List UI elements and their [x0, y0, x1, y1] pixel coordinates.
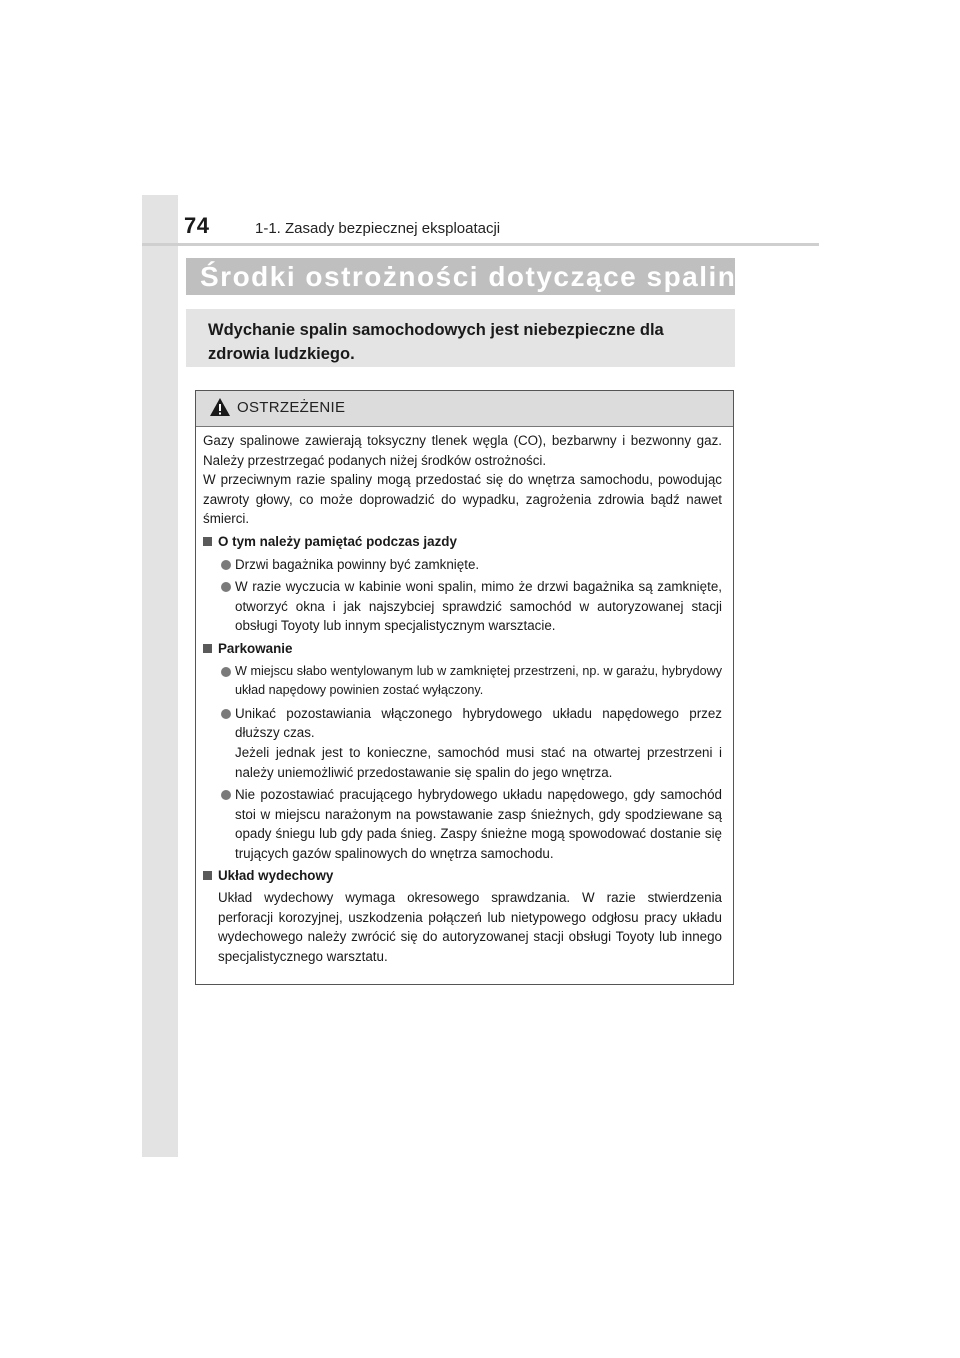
list-item — [203, 662, 722, 701]
list-item-continuation: Jeżeli jednak jest to konieczne, samochód musi stać na otwartej przestrzeni i należy uniemożliwić przedostawanie się spalin do jego wnętrza. — [235, 744, 722, 780]
round-bullet-icon — [221, 560, 231, 570]
page-number: 74 — [184, 213, 210, 238]
list-item-text: W razie wyczucia w kabinie woni spalin, mimo że drzwi bagażnika są zamknięte, otworzyć okna i jak najszybciej sprawdzić samochód w autoryzowanej stacji obsługi Toyoty lub innym specjalistycznym warsztacie. — [235, 579, 722, 634]
list-item — [203, 555, 722, 575]
warning-box — [195, 390, 734, 985]
header-rule — [142, 243, 819, 246]
side-margin-bar — [142, 195, 178, 1157]
warning-intro-2: W przeciwnym razie spaliny mogą przedostać się do wnętrza samochodu, powodując zawroty głowy, co może doprowadzić do wypadku, zagrożenia zdrowia bądź nawet śmierci. — [203, 472, 722, 527]
square-bullet-icon — [203, 537, 212, 546]
list-item — [203, 785, 722, 863]
square-bullet-icon — [203, 644, 212, 653]
subheading-parking-label: Parkowanie — [218, 640, 293, 656]
warning-header — [196, 391, 733, 427]
subheading-exhaust-label: Układ wydechowy — [218, 868, 334, 884]
subheading-exhaust — [203, 866, 722, 886]
intro-text: Wdychanie spalin samochodowych jest niebezpieczne dla zdrowia ludzkiego. — [208, 321, 664, 363]
round-bullet-icon — [221, 790, 231, 800]
subheading-driving — [203, 532, 722, 552]
warning-intro-1: Gazy spalinowe zawierają toksyczny tlenek węgla (CO), bezbarwny i bezwonny gaz. Należy przestrzegać podanych niżej środków ostrożności. — [203, 433, 722, 468]
page-title: Środki ostrożności dotyczące spalin — [200, 261, 737, 292]
round-bullet-icon — [221, 582, 231, 592]
title-band — [186, 258, 735, 295]
section-header: 1-1. Zasady bezpiecznej eksploatacji — [255, 220, 501, 237]
warning-body — [203, 431, 722, 980]
list-item-text: Unikać pozostawiania włączonego hybrydowego układu napędowego przez dłuższy czas. — [235, 705, 722, 741]
square-bullet-icon — [203, 871, 212, 880]
subheading-parking — [203, 639, 722, 659]
warning-title: OSTRZEŻENIE — [237, 399, 346, 416]
list-item — [203, 577, 722, 636]
round-bullet-icon — [221, 709, 231, 719]
list-item-text: Drzwi bagażnika powinny być zamknięte. — [235, 556, 480, 572]
list-item — [203, 704, 722, 782]
list-item-text: W miejscu słabo wentylowanym lub w zamkniętej przestrzeni, np. w garażu, hybrydowy układ napędowy powinien zostać wyłączony. — [235, 663, 722, 698]
list-item-text: Nie pozostawiać pracującego hybrydowego układu napędowego, gdy samochód stoi w miejscu narażonym na powstawanie zasp śnieżnych, gdy spodziewane są opady śniegu lub gdy pada śnieg. Zaspy śnieżne mogą spowodować dostanie się trujących gazów spalinowych do wnętrza samochodu. — [235, 787, 722, 861]
warning-triangle-icon — [209, 397, 231, 417]
intro-box — [186, 309, 735, 367]
exhaust-text: Układ wydechowy wymaga okresowego sprawdzania. W razie stwierdzenia perforacji korozyjnej, uszkodzenia połączeń lub nietypowego odgłosu pracy układu wydechowego należy zwrócić się do autoryzowanej stacji obsługi Toyoty lub innego specjalistycznego warsztatu. — [218, 890, 722, 964]
round-bullet-icon — [221, 667, 231, 677]
subheading-driving-label: O tym należy pamiętać podczas jazdy — [218, 533, 457, 549]
